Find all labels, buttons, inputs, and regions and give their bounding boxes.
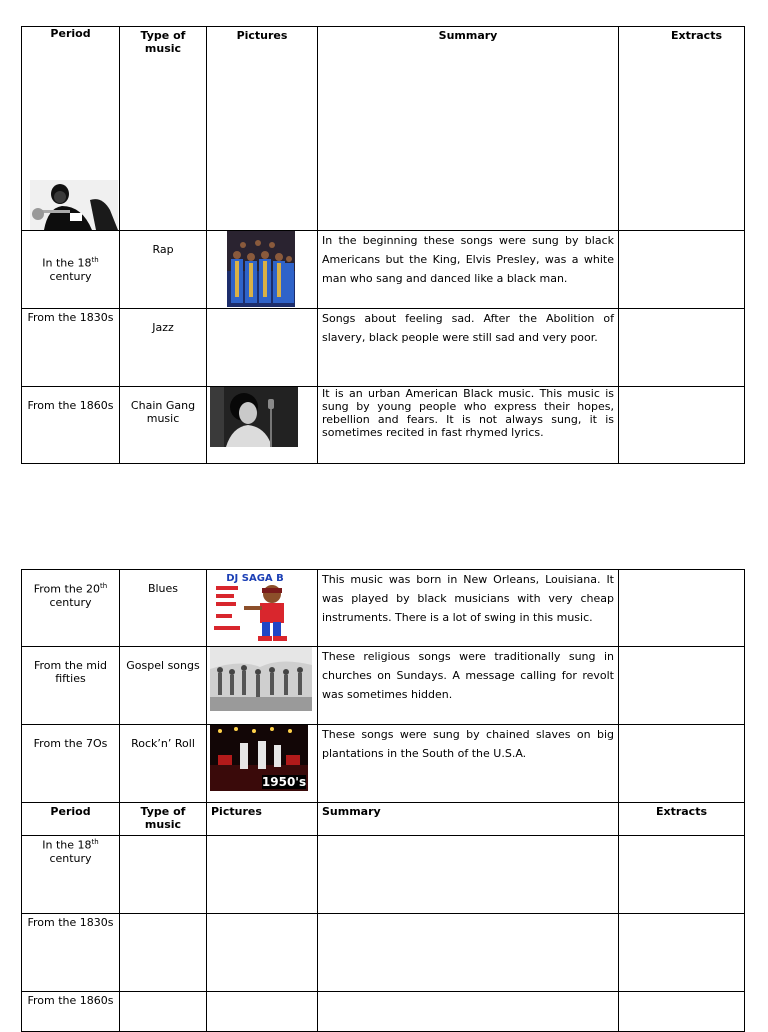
picture-cell <box>207 231 318 309</box>
picture-input-cell[interactable] <box>207 914 318 992</box>
type-cell: Blues <box>120 570 207 647</box>
extracts-input-cell[interactable] <box>619 836 745 914</box>
period-sup: th <box>100 582 108 590</box>
music-worksheet-table <box>21 802 745 1032</box>
header-type: Type of music <box>120 27 207 231</box>
dj-cartoon-logo <box>210 570 300 644</box>
period-cell <box>22 836 120 914</box>
table-row <box>22 309 745 387</box>
picture-cell <box>207 725 318 803</box>
extracts-input-cell[interactable] <box>619 914 745 992</box>
table-row <box>22 992 745 1032</box>
summary-input-cell[interactable] <box>318 836 619 914</box>
summary-input-cell[interactable] <box>318 992 619 1032</box>
extracts-cell[interactable] <box>619 725 745 803</box>
header-summary: Summary <box>318 27 619 231</box>
type-input-cell[interactable] <box>120 836 207 914</box>
chained-slaves-engraving <box>210 647 312 711</box>
period-cell: From the 1830s <box>22 914 120 992</box>
music-table-2 <box>21 569 745 803</box>
period-text-end: century <box>49 269 92 283</box>
singer-microphone-photo <box>210 387 298 447</box>
period-text: From the 20 <box>33 582 101 596</box>
summary-cell: These religious songs were traditionally sung in churches on Sundays. A message calling for revolt was sometimes hidden. <box>318 647 619 725</box>
header-period: Period <box>22 803 120 836</box>
picture-cell <box>207 309 318 387</box>
period-cell: From the 1860s <box>22 992 120 1032</box>
extracts-input-cell[interactable] <box>619 992 745 1032</box>
summary-cell: In the beginning these songs were sung by black Americans but the King, Elvis Presley, was a white man who sang and danced like a black man. <box>318 231 619 309</box>
period-text: In the 18 <box>42 256 92 270</box>
dj-logo-text: DJ SAGA B <box>226 573 284 584</box>
type-cell: Gospel songs <box>120 647 207 725</box>
table-row <box>22 725 745 803</box>
period-sup: th <box>91 256 99 265</box>
summary-cell: It is an urban American Black music. This music is sung by young people who express their hopes, rebellion and fears. It is not always sung, it is sometimes recited in fast rhymed lyrics. <box>318 387 619 464</box>
summary-cell: Songs about feeling sad. After the Abolition of slavery, black people were still sad and very poor. <box>318 309 619 387</box>
picture-input-cell[interactable] <box>207 836 318 914</box>
period-sup: th <box>91 838 99 846</box>
extracts-cell[interactable] <box>619 309 745 387</box>
decade-badge-text: 1950's <box>261 775 307 789</box>
gospel-choir-photo <box>227 231 295 307</box>
type-cell: Chain Gang music <box>120 387 207 464</box>
header-extracts: Extracts <box>619 27 745 231</box>
picture-cell <box>207 570 318 647</box>
music-table-1 <box>21 26 745 464</box>
header-pictures: Pictures <box>207 27 318 231</box>
table-header-row <box>22 803 745 836</box>
header-extracts: Extracts <box>619 803 745 836</box>
extracts-cell[interactable] <box>619 231 745 309</box>
type-cell: Rap <box>120 231 207 309</box>
table-row <box>22 570 745 647</box>
table-row <box>22 914 745 992</box>
period-cell <box>22 231 120 309</box>
summary-input-cell[interactable] <box>318 914 619 992</box>
table-row <box>22 231 745 309</box>
picture-input-cell[interactable] <box>207 992 318 1032</box>
header-type: Type of music <box>120 803 207 836</box>
summary-cell: This music was born in New Orleans, Louisiana. It was played by black musicians with very cheap instruments. There is a lot of swing in this music. <box>318 570 619 647</box>
table-row <box>22 387 745 464</box>
header-pictures: Pictures <box>207 803 318 836</box>
period-text-end: century <box>49 595 92 609</box>
trumpet-player-photo <box>30 180 118 230</box>
type-input-cell[interactable] <box>120 914 207 992</box>
extracts-cell[interactable] <box>619 570 745 647</box>
table-row <box>22 836 745 914</box>
period-cell: From the mid fifties <box>22 647 120 725</box>
type-cell: Jazz <box>120 309 207 387</box>
period-cell: From the 1860s <box>22 387 120 464</box>
table-header-row <box>22 27 745 231</box>
summary-cell: These songs were sung by chained slaves on big plantations in the South of the U.S.A. <box>318 725 619 803</box>
picture-cell <box>207 647 318 725</box>
header-period <box>22 27 120 231</box>
extracts-cell[interactable] <box>619 387 745 464</box>
period-cell: From the 7Os <box>22 725 120 803</box>
table-row <box>22 647 745 725</box>
period-cell <box>22 570 120 647</box>
header-period-label: Period <box>50 27 91 40</box>
period-text-end: century <box>49 851 92 865</box>
period-text: In the 18 <box>42 838 92 852</box>
type-cell: Rock’n’ Roll <box>120 725 207 803</box>
period-cell: From the 1830s <box>22 309 120 387</box>
type-input-cell[interactable] <box>120 992 207 1032</box>
picture-cell <box>207 387 318 464</box>
rock-concert-photo <box>210 725 308 791</box>
extracts-cell[interactable] <box>619 647 745 725</box>
header-summary: Summary <box>318 803 619 836</box>
